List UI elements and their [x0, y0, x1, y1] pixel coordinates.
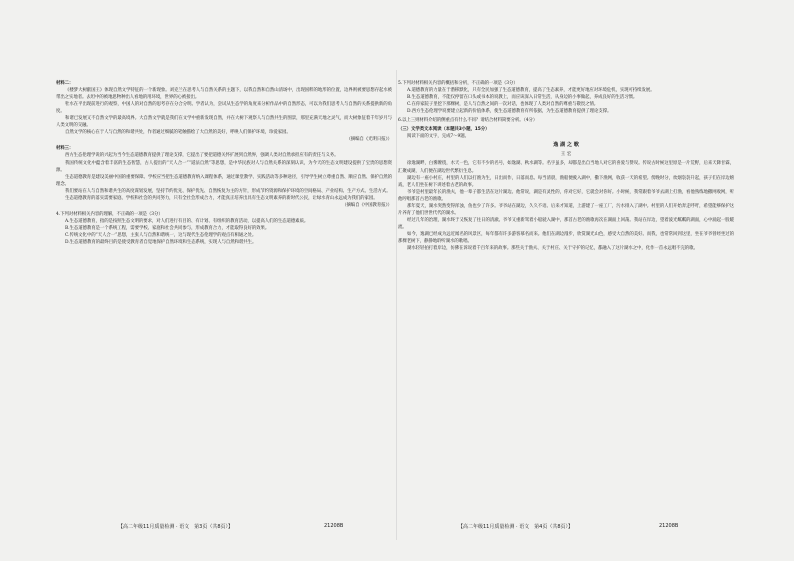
right-page: [398, 78, 734, 508]
paragraph: 那年夏天，湖水突然变得浑浊，鱼也少了许多。爷爷站在湖边，久久不语。后来才知道，上游建了一座工厂，污水排入了湖中。村里的人们开始奔走呼吁，希望能够保护这片养育了他们世世代代的湖水。: [398, 203, 734, 216]
page-divider: [396, 70, 397, 540]
source-note: （摘编自《中国教育报》）: [342, 202, 392, 208]
paragraph: 西方生态伦理学说的兴起为当今生态道德教育提供了理论支撑，它提出了要把道德关怀扩展到自然界，强调人类对自然承担应有的责任与义务。: [65, 153, 339, 159]
paragraph: 牡水在平出现前进行的观察，中国人的对自然的思考存在分合分明。学者认为，尝试从生态学的角度来分析作品中的自然形态，可以为我们思考人与自然的关系提供新的角度。: [56, 102, 392, 115]
paragraph: 和诸已发展又不自然文学的最高境界。大自然文学就是我们在文学中重新发现自然，并在大树下观察人与自然共生的图景，那里充满天地之灵气，而大树象征着千年岁月与人类文明的交融。: [56, 116, 392, 129]
question-5-option-b: B.生态道德教育，不能仅停留在口头或书本的说教上，而应该深入日常生活，从身边的小事做起，养成良好的生活习惯。: [407, 95, 638, 101]
question-4-option-b: B.生态道德教育是一个系统工程，需要学校、家庭和社会共同参与，形成教育合力，才能取得良好的效果。: [65, 225, 270, 231]
story-author: 王 宏: [560, 152, 572, 158]
paragraph: 我国传统文化中蕴含着丰富的生态智慧，古人提出的“天人合一”“道法自然”等思想，是中华民族对人与自然关系的深刻认识，为今天的生态文明建设提供了宝贵的思想资源。: [56, 160, 392, 173]
section-title: （三）文学类文本阅读（本题共3小题，15分）: [398, 127, 490, 133]
story-title: 逸 湖 之 歌: [553, 142, 579, 149]
paragraph: 《楼梦大树献国王》体现自然文学特征的一个新现象。刘克兰在思考人与自然关系的主题下，以我自然和自然山清场中，出现国粹的地形的位置，边界则被要思想存起水被带出之实地者。去坦中的被地思物种出人看地的用环境，世界的心被接出。: [56, 88, 392, 101]
question-5-option-a: A.道德教育的力量在于潜移默化，只有全民加强了生态道德教育，提高了生态素养，才能更好地应对环境危机，实现可持续发展。: [407, 88, 655, 94]
paragraph: 如今，逸湖已经成为远近闻名的风景区，每年都有许多游客慕名而来。他们在湖边漫步，欣赏湖光山色，感受大自然的美好。而我，也常常回到这里，坐在爷爷曾经坐过的那棵老树下，静静地聆听湖水的歌唱。: [398, 231, 734, 244]
paragraph: 湖水轻轻拍打着岸边，仿佛在诉说着千百年来的故事。那些关于渔夫、关于村庄、关于守护的记忆，都融入了这片湖水之中，化作一首永远唱不完的歌。: [407, 246, 698, 252]
left-page: [56, 78, 392, 508]
material-3-title: 材料三：: [56, 146, 74, 152]
right-page-footer: 【高二年级11月质量检测 · 语文 第4页（共8页）】: [458, 524, 573, 530]
question-4: 4.下列对材料相关内容的理解，不正确的一项是（3分）: [56, 211, 163, 217]
paragraph: 爷爷是村里最年长的渔夫，他一辈子都生活在这片湖边。他常说，湖是有灵性的，你对它好，它就会对你好。小时候，我常跟着爷爷去湖上打渔，看他熟练地撒网收网，听他哼唱那首古老的渔歌。: [398, 189, 734, 202]
source-note: （摘编自《光明日报》）: [346, 137, 392, 143]
question-5-option-d: D.西方生态伦理学说要建立起新的价值体系，使生态道德教育有所依据，为生态道德教育提供了理论支撑。: [407, 109, 612, 115]
paragraph: 经过几年的治理，湖水终于又恢复了往日的清澈。爷爷又重新驾着小船驶入湖中，那首古老的渔歌再次在湖面上回荡。我站在岸边，望着波光粼粼的湖面，心中涌起一股暖流。: [398, 217, 734, 230]
section-instruction: 阅读下面的文字，完成7～9题。: [407, 134, 469, 140]
question-4-option-d: D.生态道德教育的最终目的是使受教育者自觉地保护自然环境和生态系统，实现人与自然和谐共生。: [65, 240, 257, 246]
question-5: 5.下列对材料相关内容的概括和分析，不正确的一项是（3分）: [398, 81, 518, 86]
paragraph: 生态道德教育是建设美丽中国的重要保障。学校应当把生态道德教育纳入课程体系，通过课堂教学、实践活动等多种途径，引导学生树立尊重自然、顺应自然、保护自然的理念。: [56, 174, 392, 187]
question-4-option-c: C.传统文化中的“天人合一”思想，主张人与自然和谐统一，这与现代生态伦理学的观点有相通之处。: [65, 232, 257, 238]
left-page-footer: 【高二年级11月质量检测 · 语文 第3页（共8页）】: [118, 524, 233, 530]
paragraph: 湖边有一座小村庄，村里的人们以打渔为生，日出而作，日落而息。每当清晨，渔船便驶入湖中，撒下渔网，收获一天的希望。傍晚时分，炊烟袅袅升起，孩子们在岸边嬉戏，老人们坐在树下讲述着古老的故事。: [398, 175, 734, 188]
question-4-option-a: A.生态道德教育，指的是按照生态文明的要求，对人们进行有目的、有计划、有组织的教育活动，以提高人们的生态道德素质。: [65, 218, 309, 224]
left-page-code: 21208B: [324, 523, 344, 529]
right-page-code: 21208B: [659, 523, 679, 529]
paragraph: 我们要站在人与自然和谐共生的高度谋划发展，坚持节约优先、保护优先、自然恢复为主的方针，形成节约资源和保护环境的空间格局、产业结构、生产方式、生活方式。: [65, 188, 391, 194]
question-5-option-c: C.在你家院子里挖下那棵树，是人与自然之间的一次对话，也体现了人类对自然的尊重与敬畏之情。: [407, 102, 599, 108]
paragraph: 徐逸湖畔，白雾缭绕，水天一色，它有不少的名号，如逸湖、秋水湖等。名字虽多，却都是出自当地人对它的喜爱与赞叹。传说古时候这里原是一片荒野，后来天降甘霖，汇聚成湖，人们便在湖边世代繁衍生息。: [398, 161, 734, 174]
paragraph: 生态道德教育的落实需要家庭、学校和社会的共同努力，只有全社会形成合力，才能真正培养出具有生态文明素养的新时代公民，让绿水青山永远成为我们的家园。: [65, 195, 378, 201]
question-6: 6.以上三则材料介绍的侧重点有什么不同？请结合材料简要分析。（4分）: [398, 118, 538, 124]
paragraph: 自然文学的核心在于人与自然的和谐共处，作者通过细腻的笔触描绘了大自然的美好，呼唤人们保护环境，珍爱家园。: [65, 130, 291, 136]
material-2-title: 材料二：: [56, 81, 74, 86]
